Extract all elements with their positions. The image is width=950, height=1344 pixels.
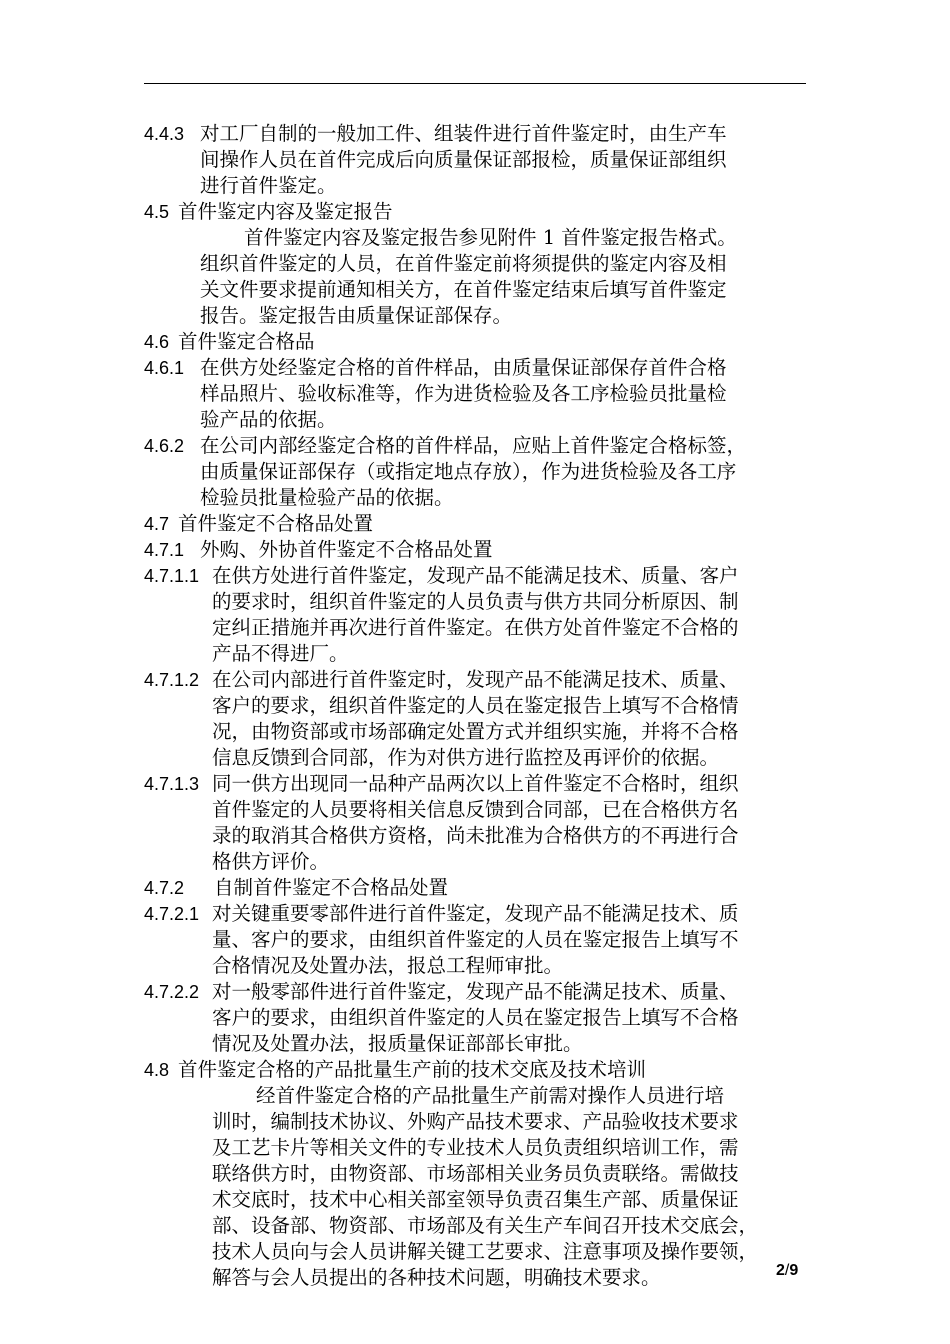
clause-number: 4.7.1.1 <box>144 566 200 586</box>
clause-text-line: 量、客户的要求，由组织首件鉴定的人员在鉴定报告上填写不 <box>212 928 739 951</box>
paragraph-4-8-body <box>144 1083 824 1291</box>
clause-number: 4.7.2.2 <box>144 982 200 1002</box>
clause-number: 4.6.1 <box>144 358 185 378</box>
heading-4-7 <box>144 511 824 537</box>
page-separator: / <box>784 1262 790 1279</box>
clause-text-line: 格供方评价。 <box>212 850 330 873</box>
clause-text-line: 对工厂自制的一般加工件、组装件进行首件鉴定时，由生产车 <box>200 122 727 145</box>
clause-4-7-1-2 <box>144 667 824 771</box>
clause-text-line: 在供方处进行首件鉴定，发现产品不能满足技术、质量、客户 <box>212 564 739 587</box>
clause-4-7-1-3 <box>144 771 824 875</box>
heading-text: 首件鉴定合格的产品批量生产前的技术交底及技术培训 <box>178 1058 647 1081</box>
paragraph-line: 首件鉴定内容及鉴定报告参见附件 1 首件鉴定报告格式。 <box>244 226 737 249</box>
clause-text-line: 对关键重要零部件进行首件鉴定，发现产品不能满足技术、质 <box>212 902 739 925</box>
clause-text-line: 产品不得进厂。 <box>212 642 349 665</box>
clause-text-line: 间操作人员在首件完成后向质量保证部报检，质量保证部组织 <box>200 148 727 171</box>
clause-text-line: 样品照片、验收标准等，作为进货检验及各工序检验员批量检 <box>200 382 727 405</box>
clause-text-line: 由质量保证部保存（或指定地点存放），作为进货检验及各工序 <box>200 460 737 483</box>
heading-text: 外购、外协首件鉴定不合格品处置 <box>200 538 493 561</box>
clause-4-4-3 <box>144 121 824 199</box>
page-current: 2 <box>776 1262 785 1279</box>
clause-text-line: 验产品的依据。 <box>200 408 337 431</box>
clause-number: 4.7 <box>144 514 170 534</box>
clause-number: 4.4.3 <box>144 124 185 144</box>
paragraph-line: 部、设备部、物资部、市场部及有关生产车间召开技术交底会， <box>212 1214 759 1237</box>
clause-number: 4.7.1.2 <box>144 670 200 690</box>
page-total: 9 <box>789 1262 799 1279</box>
heading-text: 首件鉴定合格品 <box>178 330 315 353</box>
clause-text-line: 进行首件鉴定。 <box>200 174 337 197</box>
clause-text-line: 检验员批量检验产品的依据。 <box>200 486 454 509</box>
paragraph-line: 训时，编制技术协议、外购产品技术要求、产品验收技术要求 <box>212 1110 739 1133</box>
clause-text-line: 对一般零部件进行首件鉴定，发现产品不能满足技术、质量、 <box>212 980 739 1003</box>
clause-text-line: 的要求时，组织首件鉴定的人员负责与供方共同分析原因、制 <box>212 590 739 613</box>
clause-number: 4.7.1.3 <box>144 774 200 794</box>
heading-4-6 <box>144 329 824 355</box>
paragraph-line: 关文件要求提前通知相关方，在首件鉴定结束后填写首件鉴定 <box>200 278 727 301</box>
clause-number: 4.6.2 <box>144 436 185 456</box>
heading-4-7-1 <box>144 537 824 563</box>
clause-4-7-2-2 <box>144 979 824 1057</box>
heading-4-8 <box>144 1057 824 1083</box>
heading-text: 自制首件鉴定不合格品处置 <box>214 876 449 899</box>
clause-number: 4.8 <box>144 1060 170 1080</box>
heading-4-7-2 <box>144 875 824 901</box>
clause-text-line: 在公司内部经鉴定合格的首件样品，应贴上首件鉴定合格标签， <box>200 434 747 457</box>
clause-number: 4.6 <box>144 332 170 352</box>
clause-text-line: 录的取消其合格供方资格，尚未批准为合格供方的不再进行合 <box>212 824 739 847</box>
heading-text: 首件鉴定内容及鉴定报告 <box>178 200 393 223</box>
paragraph-line: 解答与会人员提出的各种技术问题，明确技术要求。 <box>212 1266 661 1289</box>
page-number <box>776 1262 798 1280</box>
clause-4-6-2 <box>144 433 824 511</box>
clause-4-7-1-1 <box>144 563 824 667</box>
clause-text-line: 情况及处置办法，报质量保证部部长审批。 <box>212 1032 583 1055</box>
heading-4-5 <box>144 199 824 225</box>
paragraph-line: 联络供方时，由物资部、市场部相关业务员负责联络。需做技 <box>212 1162 739 1185</box>
paragraph-line: 经首件鉴定合格的产品批量生产前需对操作人员进行培 <box>256 1084 725 1107</box>
clause-text-line: 合格情况及处置办法，报总工程师审批。 <box>212 954 564 977</box>
clause-number: 4.5 <box>144 202 170 222</box>
paragraph-line: 组织首件鉴定的人员，在首件鉴定前将须提供的鉴定内容及相 <box>200 252 727 275</box>
clause-number: 4.7.2.1 <box>144 904 200 924</box>
clause-text-line: 客户的要求，组织首件鉴定的人员在鉴定报告上填写不合格情 <box>212 694 739 717</box>
clause-text-line: 定纠正措施并再次进行首件鉴定。在供方处首件鉴定不合格的 <box>212 616 739 639</box>
clause-number: 4.7.2 <box>144 878 185 898</box>
paragraph-line: 及工艺卡片等相关文件的专业技术人员负责组织培训工作，需 <box>212 1136 739 1159</box>
clause-4-7-2-1 <box>144 901 824 979</box>
clause-text-line: 客户的要求，由组织首件鉴定的人员在鉴定报告上填写不合格 <box>212 1006 739 1029</box>
heading-text: 首件鉴定不合格品处置 <box>178 512 374 535</box>
paragraph-line: 术交底时，技术中心相关部室领导负责召集生产部、质量保证 <box>212 1188 739 1211</box>
header-rule <box>144 83 806 84</box>
paragraph-4-5-body <box>144 225 824 329</box>
paragraph-line: 报告。鉴定报告由质量保证部保存。 <box>200 304 513 327</box>
clause-text-line: 同一供方出现同一品种产品两次以上首件鉴定不合格时，组织 <box>212 772 739 795</box>
clause-text-line: 况，由物资部或市场部确定处置方式并组织实施，并将不合格 <box>212 720 739 743</box>
clause-number: 4.7.1 <box>144 540 185 560</box>
paragraph-line: 技术人员向与会人员讲解关键工艺要求、注意事项及操作要领， <box>212 1240 759 1263</box>
document-body <box>144 121 824 1291</box>
clause-4-6-1 <box>144 355 824 433</box>
clause-text-line: 首件鉴定的人员要将相关信息反馈到合同部，已在合格供方名 <box>212 798 739 821</box>
clause-text-line: 在供方处经鉴定合格的首件样品，由质量保证部保存首件合格 <box>200 356 727 379</box>
clause-text-line: 信息反馈到合同部，作为对供方进行监控及再评价的依据。 <box>212 746 720 769</box>
clause-text-line: 在公司内部进行首件鉴定时，发现产品不能满足技术、质量、 <box>212 668 739 691</box>
